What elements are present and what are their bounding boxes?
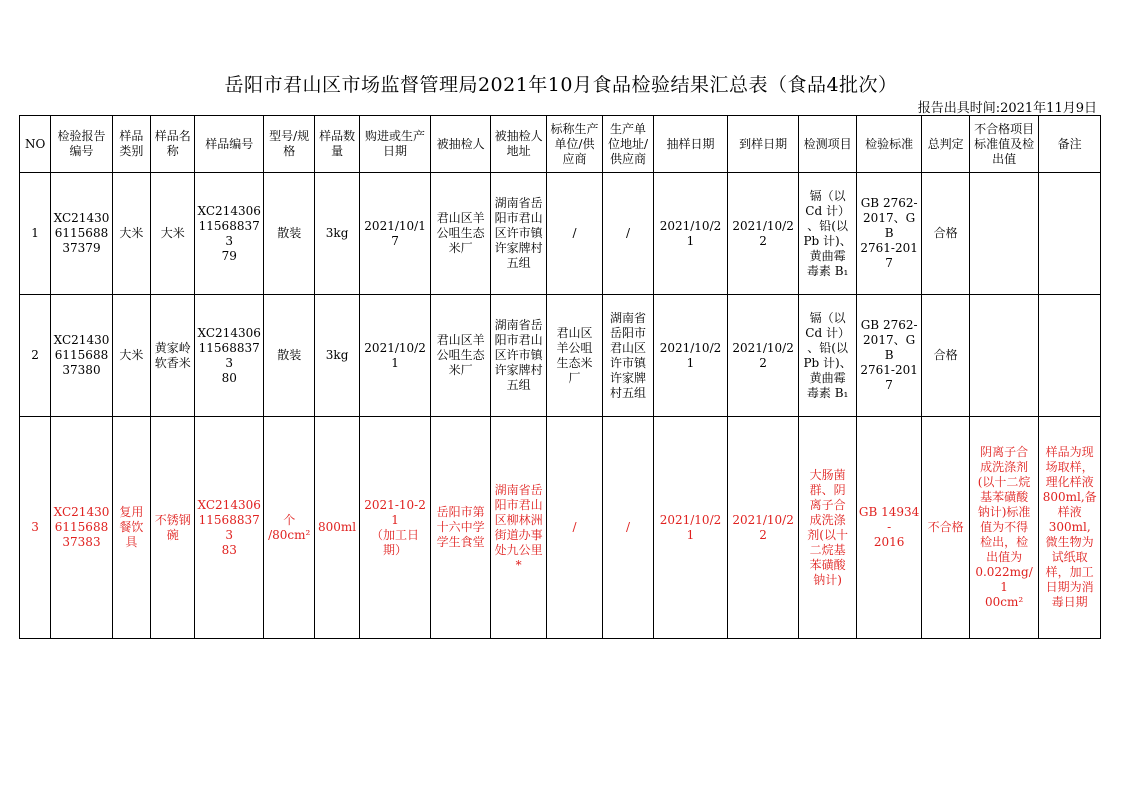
cell-date: 2021/10/17 [359, 173, 431, 295]
cell-sampling-date: 2021/10/21 [654, 173, 728, 295]
cell-sample-no: XC214306 115688373 79 [195, 173, 264, 295]
cell-arrival-date: 2021/10/22 [727, 295, 799, 417]
cell-items: 镉（以 Cd 计） 、铅(以 Pb 计)、 黄曲霉 毒素 B₁ [799, 173, 856, 295]
cell-verdict: 合格 [922, 295, 969, 417]
cell-no: 1 [20, 173, 51, 295]
header-cell: 不合格项目标准值及检出值 [969, 116, 1039, 173]
cell-fail-detail [969, 173, 1039, 295]
cell-sample-no: XC214306 115688373 83 [195, 417, 264, 639]
cell-arrival-date: 2021/10/22 [727, 417, 799, 639]
cell-date: 2021-10-21 （加工日 期） [359, 417, 431, 639]
cell-remark [1039, 295, 1101, 417]
cell-standard: GB 2762- 2017、GB 2761-2017 [856, 173, 922, 295]
header-cell: 生产单位地址/供应商 [602, 116, 653, 173]
table-row [20, 173, 1101, 295]
cell-address: 湖南省岳 阳市君山 区许市镇 许家牌村 五组 [490, 173, 546, 295]
cell-spec: 散装 [263, 295, 314, 417]
cell-standard: GB 2762- 2017、GB 2761-2017 [856, 295, 922, 417]
cell-sampling-date: 2021/10/21 [654, 417, 728, 639]
header-cell: 标称生产单位/供应商 [547, 116, 602, 173]
cell-sampling-date: 2021/10/21 [654, 295, 728, 417]
cell-spec: 散装 [263, 173, 314, 295]
cell-standard: GB 14934- 2016 [856, 417, 922, 639]
cell-date: 2021/10/21 [359, 295, 431, 417]
cell-report-no: XC21430 6115688 37383 [51, 417, 113, 639]
cell-report-no: XC21430 6115688 37380 [51, 295, 113, 417]
cell-items: 镉（以 Cd 计） 、铅(以 Pb 计)、 黄曲霉 毒素 B₁ [799, 295, 856, 417]
cell-sample-no: XC214306 115688373 80 [195, 295, 264, 417]
cell-items: 大肠菌 群、阴 离子合 成洗涤 剂(以十 二烷基 苯磺酸 钠计) [799, 417, 856, 639]
header-cell: 样品类别 [112, 116, 150, 173]
cell-name: 不锈钢 碗 [151, 417, 195, 639]
header-cell: 购进或生产日期 [359, 116, 431, 173]
cell-category: 大米 [112, 295, 150, 417]
header-cell: 抽样日期 [654, 116, 728, 173]
cell-no: 3 [20, 417, 51, 639]
header-cell: NO [20, 116, 51, 173]
cell-quantity: 3kg [315, 295, 359, 417]
cell-quantity: 800ml [315, 417, 359, 639]
page-title: 岳阳市君山区市场监督管理局2021年10月食品检验结果汇总表（食品4批次） [224, 74, 898, 96]
header-cell: 检验标准 [856, 116, 922, 173]
header-cell: 检测项目 [799, 116, 856, 173]
results-table [19, 115, 1101, 639]
cell-inspected: 君山区羊 公咀生态 米厂 [431, 295, 490, 417]
cell-address: 湖南省岳 阳市君山 区许市镇 许家牌村 五组 [490, 295, 546, 417]
header-cell: 样品名称 [151, 116, 195, 173]
cell-producer: / [547, 417, 602, 639]
cell-inspected: 君山区羊 公咀生态 米厂 [431, 173, 490, 295]
header-cell: 到样日期 [727, 116, 799, 173]
header-cell: 型号/规格 [263, 116, 314, 173]
cell-producer-address: / [602, 173, 653, 295]
cell-producer-address: / [602, 417, 653, 639]
cell-remark [1039, 173, 1101, 295]
cell-remark: 样品为现 场取样， 理化样液 800ml,备 样液 300ml, 微生物为 试纸取 样，加工 日期为消 毒日期 [1039, 417, 1101, 639]
header-cell: 样品编号 [195, 116, 264, 173]
cell-fail-detail [969, 295, 1039, 417]
cell-inspected: 岳阳市第 十六中学 学生食堂 [431, 417, 490, 639]
header-row [20, 116, 1101, 173]
header-cell: 样品数量 [315, 116, 359, 173]
cell-category: 大米 [112, 173, 150, 295]
cell-name: 黄家岭 软香米 [151, 295, 195, 417]
cell-report-no: XC21430 6115688 37379 [51, 173, 113, 295]
cell-producer: 君山区 羊公咀 生态米 厂 [547, 295, 602, 417]
cell-quantity: 3kg [315, 173, 359, 295]
cell-spec: 个 /80cm² [263, 417, 314, 639]
header-cell: 检验报告编号 [51, 116, 113, 173]
cell-category: 复用 餐饮 具 [112, 417, 150, 639]
cell-producer: / [547, 173, 602, 295]
cell-verdict: 合格 [922, 173, 969, 295]
cell-producer-address: 湖南省 岳阳市 君山区 许市镇 许家牌 村五组 [602, 295, 653, 417]
cell-address: 湖南省岳 阳市君山 区柳林洲 街道办事 处九公里 * [490, 417, 546, 639]
header-cell: 被抽检人 [431, 116, 490, 173]
cell-name: 大米 [151, 173, 195, 295]
table-row [20, 295, 1101, 417]
header-cell: 备注 [1039, 116, 1101, 173]
cell-no: 2 [20, 295, 51, 417]
cell-verdict: 不合格 [922, 417, 969, 639]
header-cell: 被抽检人地址 [490, 116, 546, 173]
cell-fail-detail: 阴离子合 成洗涤剂 (以十二烷 基苯磺酸 钠计)标准 值为不得 检出，检 出值为 0.022mg/1 00cm² [969, 417, 1039, 639]
header-cell: 总判定 [922, 116, 969, 173]
table-row [20, 417, 1101, 639]
report-time: 报告出具时间:2021年11月9日 [917, 101, 1097, 116]
cell-arrival-date: 2021/10/22 [727, 173, 799, 295]
